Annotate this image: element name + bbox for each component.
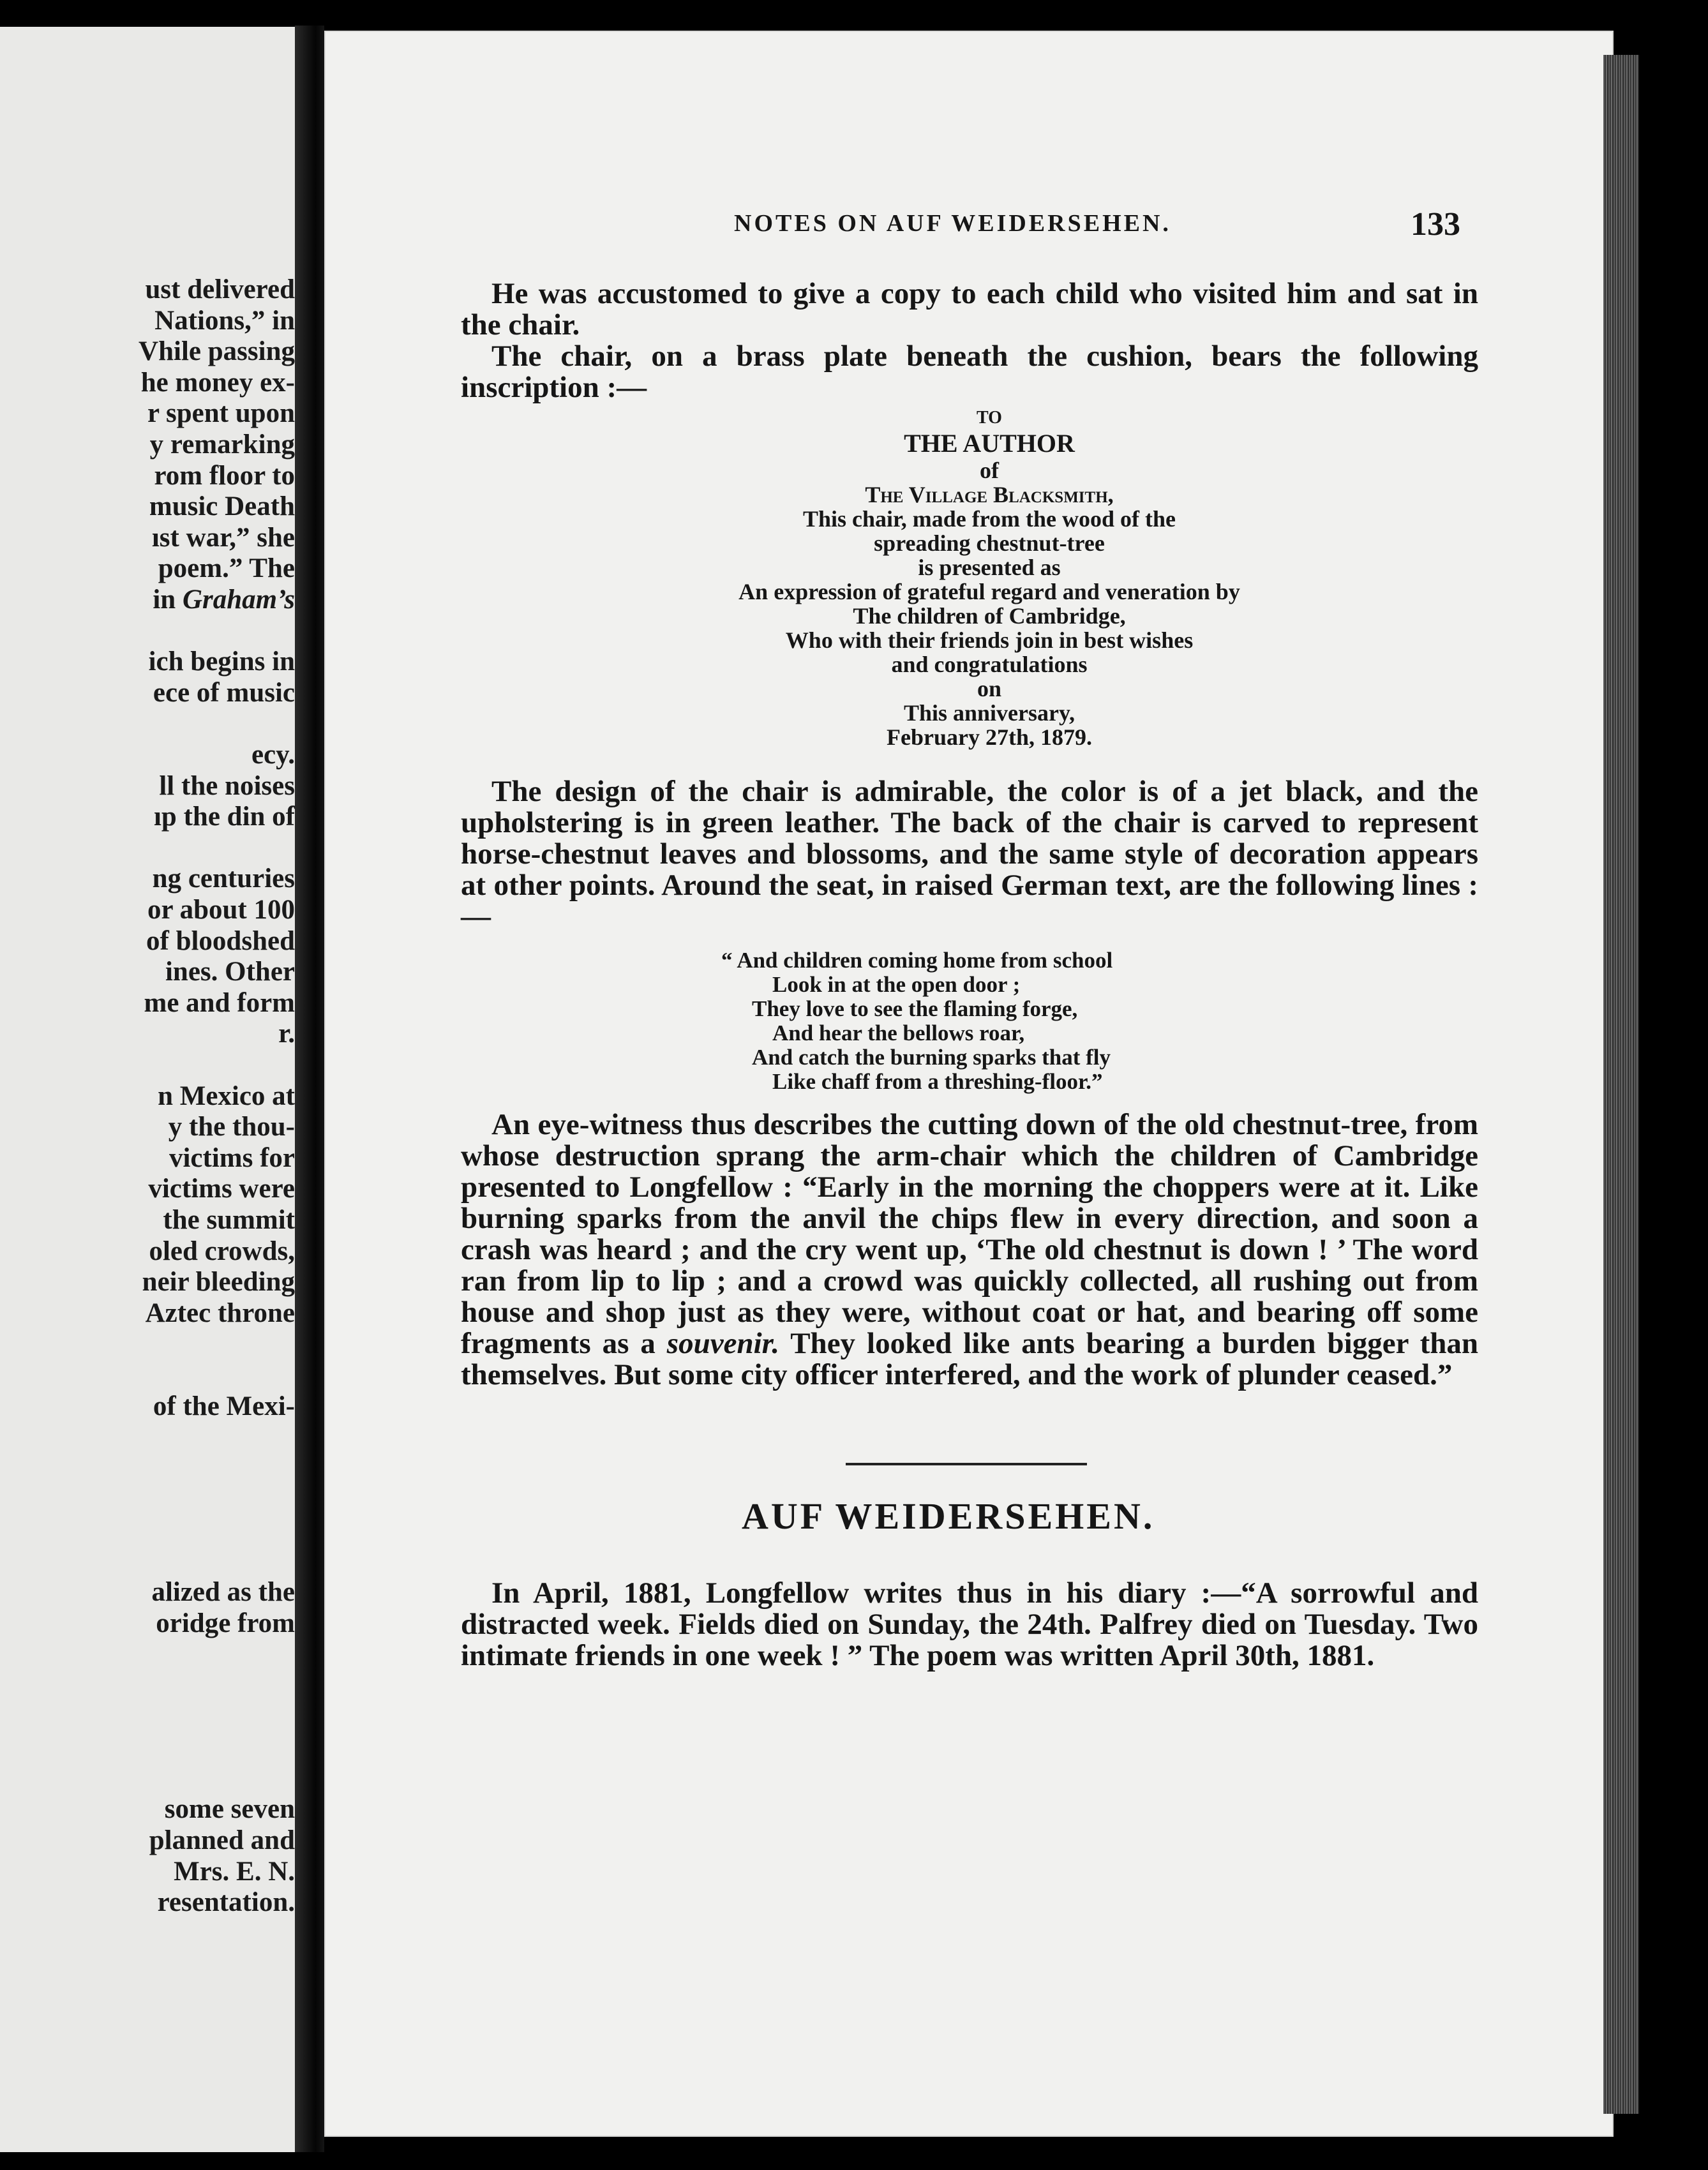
left-page-line: he money ex- — [140, 367, 295, 398]
inscription-line: is presented as — [918, 555, 1061, 580]
left-page-line: Nations,” in — [154, 305, 295, 336]
inscription-line: spreading chestnut-tree — [874, 530, 1105, 556]
left-page-line: victims for — [169, 1142, 295, 1173]
left-page-line: n Mexico at — [158, 1081, 295, 1111]
verse-quote — [721, 948, 1296, 1094]
left-page-line: alized as the — [151, 1577, 295, 1608]
left-page-line: music Death — [149, 491, 295, 522]
running-head: NOTES ON AUF WEIDERSEHEN. — [734, 210, 1171, 237]
inscription-line: THE AUTHOR — [904, 429, 1075, 458]
inscription-line: and congratulations — [891, 652, 1088, 677]
left-page-line: neir bleeding — [142, 1267, 295, 1298]
left-page-line: ng centuries — [152, 864, 295, 894]
left-page-line: ıp the din of — [153, 802, 295, 832]
inscription-line: This anniversary, — [903, 700, 1075, 726]
left-page-line: Mrs. E. N. — [174, 1856, 295, 1887]
left-page-line: y the thou- — [168, 1112, 295, 1142]
left-page-line: ecy. — [251, 740, 295, 770]
left-page-line: ust delivered — [145, 274, 295, 304]
inscription-line: Who with their friends join in best wishes — [785, 627, 1194, 653]
inscription-block — [574, 407, 1404, 749]
left-page-line: of the Mexi- — [153, 1391, 295, 1421]
verse-line: They love to see the flaming forge, — [752, 996, 1078, 1021]
left-page-text — [0, 27, 295, 2152]
italic-souvenir: souvenir. — [666, 1327, 780, 1360]
left-page-line: ll the noises — [159, 770, 295, 801]
paragraph-accustomed: He was accustomed to give a copy to each child who visited him and sat in the chair. — [461, 277, 1478, 341]
left-page-line: r spent upon — [147, 398, 295, 429]
left-page-line: Vhile passing — [139, 336, 295, 367]
verse-line: “ And children coming home from school — [721, 948, 1113, 973]
inscription-line: TO — [977, 408, 1002, 428]
left-page-line: victims were — [148, 1174, 295, 1204]
left-page-line: ece of music — [153, 677, 295, 708]
left-page-line: ıst war,” she — [151, 522, 295, 553]
left-page-line: poem.” The — [158, 553, 295, 584]
paragraph-eye-witness: An eye-witness thus describes the cutting down of the old chestnut-tree, from whose destruction sprang the arm-chair which the children of Cambridge presented to Longfellow : “Early in the morning the choppers were at it. Like burning sparks from the anvil the chips flew in every direction, and soon a crash was heard ; and the cry went up, ‘The old chestnut is down ! ’ The word ran from lip to lip ; and a crowd was quickly collected, all rushing out from house and shop just as they were, without coat or hat, and bearing off some fragments as a souvenir. They looked like ants bearing a burden bigger than themselves. But some city officer interfered, and the work of plunder ceased.” — [461, 1108, 1478, 1391]
verse-line: Like chaff from a threshing-floor.” — [772, 1069, 1103, 1094]
left-page-line: resentation. — [157, 1887, 295, 1918]
paragraph-inscription-intro: The chair, on a brass plate beneath the cushion, bears the following inscription :— — [461, 340, 1478, 404]
left-page-line: y remarking — [149, 430, 295, 460]
left-page-line: oridge from — [156, 1608, 295, 1638]
left-page-line: the summit — [163, 1205, 295, 1235]
left-page-line: ich begins in — [148, 647, 295, 677]
left-page-line: of bloodshed — [146, 925, 295, 956]
inscription-line: The Village Blacksmith, — [865, 482, 1114, 507]
left-page-line: some seven — [164, 1794, 295, 1825]
verse-line: And catch the burning sparks that fly — [752, 1045, 1111, 1070]
page-number: 133 — [1411, 206, 1460, 243]
paragraph-diary: In April, 1881, Longfellow writes thus in his diary :—“A sorrowful and distracted week. Fields died on Sunday, the 24th. Palfrey died on Tuesday. Two intimate friends in one week ! ” The poem was written April 30th, 1881. — [461, 1576, 1478, 1672]
section-title: AUF WEIDERSEHEN. — [742, 1495, 1155, 1537]
inscription-line: An expression of grateful regard and veneration by — [738, 579, 1240, 604]
paragraph-chair-design: The design of the chair is admirable, the color is of a jet black, and the upholstering is in green leather. The back of the chair is carved to represent horse-chestnut leaves and blossoms, and the same style of decoration appears at other points. Around the seat, in raised German text, are the following lines :— — [461, 775, 1478, 933]
left-page-line: ines. Other — [165, 957, 295, 987]
verse-line: Look in at the open door ; — [772, 972, 1021, 997]
book-gutter — [295, 26, 324, 2152]
left-page-line: me and form — [144, 987, 295, 1018]
left-page-line: rom floor to — [154, 460, 295, 491]
left-page-line: oled crowds, — [149, 1236, 295, 1266]
inscription-line: The children of Cambridge, — [853, 603, 1126, 629]
left-page-line: in Graham’s — [153, 585, 295, 615]
left-page-line: r. — [278, 1019, 295, 1049]
left-page-line: or about 100 — [147, 895, 295, 925]
left-facing-page — [0, 27, 295, 2152]
left-page-line: planned and — [149, 1825, 295, 1855]
inscription-line: of — [980, 458, 999, 483]
left-page-line: Aztec throne — [145, 1298, 295, 1328]
inscription-line: on — [977, 676, 1002, 701]
verse-line: And hear the bellows roar, — [772, 1021, 1025, 1045]
inscription-line: February 27th, 1879. — [887, 724, 1092, 750]
page-edges — [1603, 55, 1639, 2114]
inscription-line: This chair, made from the wood of the — [803, 506, 1176, 532]
section-divider — [846, 1463, 1087, 1465]
